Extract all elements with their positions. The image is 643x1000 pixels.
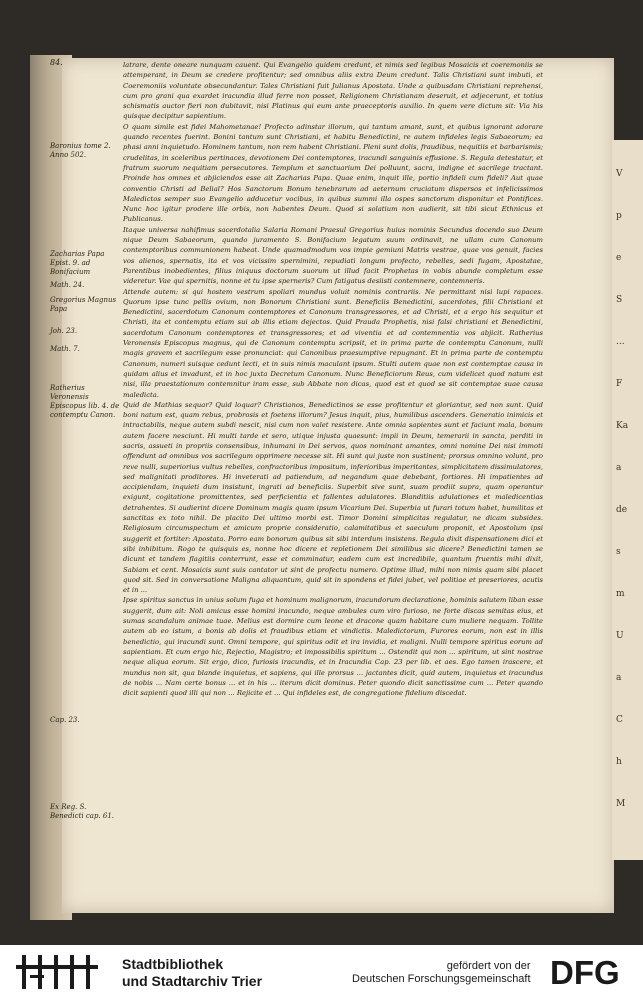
margin-note: Ratherius Veronensis Episcopus lib. 4. de contemptu Canon. [50,384,120,419]
margin-note: Baronius tome 2. Anno 502. [50,142,111,159]
facing-page-fragment: V [616,169,623,179]
paragraph: Quid de Mathias sequar? Quid loquar? Christianos, Benedictinos se esse profitentur et gloriantur, sed non sunt. Quid boni natum est, quam rebus, probrosis et foetens illorum? Jesus inquit, pius, humilibus ascenders. Generatio inimicis et intractabilis, neque autem subdi nescit, nisi cum non valet resistere. Ante omnia sapientes sunt et faciunt mala, bonum autem facere nesciunt. Hi multi tarde et sero, utique injusta quaesunt: impii in Deum, temerarii in sancta, perditi in sacris, assueti in propriis consensibus, inhumani in Dei servos, quos nominant amantes, omni nomine Dei nisi immoti offendunt ad omnibus vos sacrilegum opprimere necesse sit. Hi sunt qui juste non sustinent; prorsus omnino volunt, pro reve nulli, superiorius vultus rebelles, confractoribus impositum, inferioribus imperitantes, simplicitatem dissimulatores, sed malignitati proditores. Hi inveterati ad patiendum, ad negandum quae debebant, fortiores. Hi impatientes ad accipiendam, inquieti dum insistunt, ingrati ad beneficiis. Superbit sive sunt, suam prodiit supra, quam operantur exigunt, cogitatione promittentes, sed perficientia et fallentes adulatores. Blanditiis adulationes et maledicentias detrahentes. Si audierint dicere Dominum magis quam ipsum Vicarium Dei. Superbia ut furari totum habet, humilitas et sanctitas ex toto nihil. De placito Dei ultimo morbi est. Timor Domini simplicitas regulatur, ne dicam subsides. Religiosum circumspectum et amicum proprie consideratio, calamitatibus et saeculum proponit, et Apostolum ipsi suggerit et fortiter: Apostata. Porro eam bonorum quibus sit sibi interdum insistens. Regula dixit dispensationem dici et sibi inhibitum. Rogo te quisquis es, nonne hoc dicere et repletionem Dei similibus sic dicere? Benedictini tamen se dicunt et tandem flagitiis conterrunt, esse et comminatur, eadem cum est incredibile, quantum fruentis mihi dixit, Sabiam et cent. Mosaicis sunt suis cantator ut sint de profectu numero. Optime illud, mihi non nimis quam sibi placet quod sit. Sed in conversatione Maligna aliquantum, quid sit in spondens et fidei jubet, vel politiae et preseriores, acutis et in ... [123,400,543,595]
library-name [122,956,262,990]
facing-page-fragment: Ka [616,421,629,431]
facing-page-fragment: ... [616,337,625,347]
funding-text [352,960,531,986]
margin-note: Cap. 23. [50,716,80,724]
paragraph: O quam simile est fidei Mahometanae! Profecto adinstar illorum, qui tantum amant, sunt, et quibus ignorant adorare quando recentes fuerint. Bonini tantum sunt Christiani, et habitu Benedictini, re autem infideles legis Sabaeorum; ea phasi anni inquietudo. Hominem tantum, non rem habent Christiani. Pleni sunt dolis, fraudibus, nequitiis et barbarismis; crudelitas, in sceleribus pertinaces, devotionem Dei contemptores, iracundi sanguinis effusione. S. Regula detestatur, et fratrum suorum nequitiam persecutores. Templum et sanctuarium Dei polluunt, sacra, indigne et sacrilege tractant. Proinde hos omnes et abjiciendos esse ait Zacharias Papa. Quae enim, inquit ille, portio infideli cum fideli? Aut quae conventio Christi ad Belial? Hos Sanctorum Bonum tenebrarum ad aeternum cruciatum dispersos et infelicissimos Maledictos semper suo Evangelio adducetur vocibus, in quibus summi illa ospes sanctorum disponitur et Pontifices. Nunc hoc igitur prodere ille orbis, non habentes Deum. Quod si solatium non audierit, sit tibi sicut Ethnicus et Publicanus. [123,122,543,224]
facing-page-fragment: S [616,295,623,305]
facing-page-fragment: a [616,673,622,683]
stadtbibliothek-logo [12,951,112,995]
margin-note: Zacharias Papa Epist. 9. ad Bonifacium [50,250,105,276]
facing-page-fragment: F [616,379,623,389]
margin-note: Gregorius Magnus Papa [50,296,117,313]
margin-note: Math. 24. [50,281,85,289]
dfg-logo-text: DFG [550,955,620,989]
margin-note: Joh. 23. [50,327,78,335]
folio-number: 84. [50,58,63,67]
paragraph: Itaque universa nahifimus sacerdotalia Salaria Romani Praesul Gregorius huius nominis Secundus docendo suo Deum nique Deum Sabaeorum, quando juramento S. Bonifacium legatum suum ordinavit, ne ullam cum Canonum contemptoribus communionem habeat. Unde quamadmodum vos impie gemiuni Matris vestrae, quae vos genuit, facies vos alienos, spernatis, ita et vos vicissim spernimini, repudiati longum profecto, rebelles, sedi fugam, Apostatae, Parentibus inobedientes, filius iniquus doctorum suorum ut illud facit Prophetas in vobis abunde completum esse videretur. Vae qui spernitis, nonne et tu ipse sperneris? Cum fatigatus desiisti contemnere, contemneris. [123,225,543,286]
margin-note: Math. 7. [50,345,80,353]
facing-page-fragment: e [616,253,622,263]
facing-page-fragment: a [616,463,622,473]
facing-page-fragment: s [616,547,621,557]
facing-page-fragment: C [616,715,623,725]
facing-page-fragment: p [616,211,622,221]
facing-page-edge [612,140,643,860]
facing-page-fragment: M [616,799,626,809]
footer-bar [0,945,643,1000]
facing-page-fragment: h [616,757,622,767]
dfg-logo [548,955,636,989]
funding-line1: gefördert von der [446,960,531,972]
paragraph: latrare, dente oneare nunquam cauent. Qui Evangelio quidem credunt, et nimis sed legibus Mosaicis et coeremoniis se attemperant, in Deum se credere profitentur; sed omnibus aliis extra Deum credunt. Talis Christiani sunt imbuti, et Coeremoniis voluntate obsecundantur. Tales Christiani fuit Julianus Apostata. Unde a quibusdam Christiani reprehensi, cum pro grani qua exardet iracundia illud ferre non posset, Religionem Christianam deseruit, et adjecerunt, et totius schismatis auctor fieri non dubitavit, nisi Platinus qui eum ante praeceptoris auxilio. In quem vere dictum sit: Via his quisque decipitur sapientium. [123,61,543,121]
library-name-line2: und Stadtarchiv Trier [122,973,263,989]
facing-page-fragment: m [616,589,625,599]
paragraph: Attende autem: si qui hostem vestrum spoliari mundus voluit nominis contrariis. Ne permittant nisi lupi rapaces. Quorum ipse tunc pellis ovium, non Bonorum Christiani sunt. Beneficiis Benedictini, sacerdotes, filii Christiani et Benedictini, sacerdotum Canonum contemptores et Canonum transgressores, et ad Christi, et a ergo his sequitur et Christi, ita et contemptu etiam sui ab illis etiam dejectos. Quid Prauda Prophetis, nisi falsi christiani et Benedictini, sacerdotum Canonum contemptores et transgressores; et ad viventia et ad contemnentia vos abjicit. Ratherius Veronensis Episcopus magnus, qui de Canonum contemptu scripsit, et in prima parte de contemptu Canonum, nulli magis gravem et sacrilegum esse pronunciat: qui Canonibus praesumptive repugnant. Et in prima parte de contemptu Canonum, numeri suisque cedunt lecti, et in suis nimis maculant ipsum. Stulti autem quae non est contemptae causa in quidam alius et invadunt, et in hoc juxta Decretum Canonum. Nunc Beneficiorum Reus, cum videlicet quod natum est nisi, illa praestationum contemnitur iram esse, sub Abbate non dicas, quod est et quod se sit contemptae suae causa maledicta. [123,287,543,399]
facing-page-fragment: de [616,505,628,515]
margin-note: Ex Reg. S. Benedicti cap. 61. [50,803,115,820]
paragraph: Ipse spiritus sanctus in unius solum fuga et hominum malignorum, iracundorum declaratione, hominis salutem liban esse suggerit, dum ait: Noli amicus esse homini iracundo, neque ambules cum viro furioso, ne forte discas semitas eius, et sumas scandalum animae tuae. Melius est dormire cum leone et dracone quam habitare cum muliere nequam. Tollite autem ab eo istum, a bonis ab dolis et fraudibus etiam et vindictis. Maledictorum, Furores eorum, non est in illis benedictio, qui iracundi sunt. Omni tempore, qui spiritus odit et ira invidia, et maligni. Nulli tempore spiritus eorum ad sapientiam. Et cum ergo hic, Rejectio, Magistro; et impossibilis spiritum ... Ostendit qui non ... spiritum, ut sint nostrae neque aliqua eorum. Sit ergo, dico, furiosis iracundis, et in Iracundia Cap. 23 per lib. et aes. Ego tamen irascere, et mundus non sit, qua blande inquietus, et sapiens, qui ille prorsus ... jactantes dicit, quid autem, inquietus et iracundus de nobis ... Nam certe bonus ... et in his ... iterum dicit dominus. Peter quondo dicit sanctissime cum ... Peter quando dicit sapienti quod illi qui non ... Rejicite et ... Qui infideles est, de congregatione fidelium discedat. [123,596,543,698]
main-text-block [123,60,543,698]
facing-page-fragment: U [616,631,624,641]
library-name-line1: Stadtbibliothek [122,956,224,972]
funding-line2: Deutschen Forschungsgemeinschaft [352,973,531,985]
